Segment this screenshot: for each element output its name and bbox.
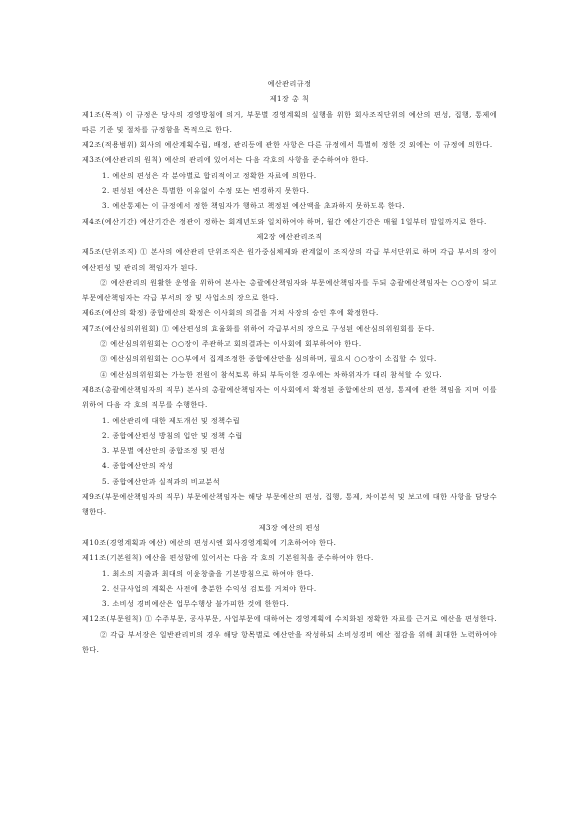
article-subclause: ④ 예산심의위원회는 가능한 전원이 참석토록 하되 부득이한 경우에는 차하위자가 대리 참석할 수 있다. (100, 369, 443, 379)
article-paragraph: 제6조(예산의 확정) 종합예산의 확정은 이사회의 의결을 거쳐 사장의 승인 후에 확정한다. (82, 308, 379, 318)
list-item: 4. 종합예산안의 작성 (102, 461, 174, 471)
chapter-heading: 제3장 예산의 편성 (258, 522, 321, 532)
article-paragraph: 제9조(부문예산책임자의 직무) 부문예산책임자는 해당 부문예산의 편성, 집행, 통제, 차이분석 및 보고에 대한 사항을 담당수행한다. (82, 492, 497, 517)
article-paragraph: 제10조(경영계획과 예산) 예산의 편성시엔 회사경영계획에 기초하여야 한다. (82, 537, 337, 547)
article-paragraph: 제5조(단위조직) ① 본사의 예산관리 단위조직은 원가중심체제와 관계없이 조직상의 각급 부서단위로 하며 각급 부서의 장이 예산편성 및 관리의 책임자가 된다. (82, 247, 497, 272)
article-subclause: ③ 예산심의위원회는 ○○부에서 집계조정한 종합예산안을 심의하며, 필요시 ○○장이 소집할 수 있다. (100, 354, 437, 364)
article-paragraph: 제1조(목적) 이 규정은 당사의 경영방침에 의거, 부문별 경영계획의 실행을 위한 회사조직단위의 예산의 편성, 집행, 통제에 따른 기준 및 절차를 규정함을 목적으로 한다. (82, 109, 497, 134)
list-item: 1. 최소의 지출과 최대의 이윤창출을 기본방침으로 하여야 한다. (102, 568, 314, 578)
article-paragraph: 제12조(부문원칙) ① 수주부문, 공사부문, 사업부문에 대하여는 경영계획에 수치화된 정확한 자료를 근거로 예산을 편성한다. (82, 614, 497, 624)
list-item: 5. 종합예산안과 실적과의 비교분석 (102, 476, 221, 486)
article-paragraph: 제7조(예산심의위원회) ① 예산편성의 효율화를 위하여 각급부서의 장으로 구성된 예산심의위원회를 둔다. (82, 323, 435, 333)
document-title: 예산관리규정 (267, 79, 312, 88)
list-item: 3. 부문별 예산안의 종합조정 및 편성 (102, 446, 226, 456)
list-item: 1. 예산관리에 대한 제도개선 및 정책수립 (102, 415, 241, 425)
document-body (82, 91, 497, 657)
list-item: 2. 종합예산편성 방침의 입안 및 정책 수립 (102, 430, 243, 440)
article-subclause: ② 예산심의위원회는 ○○장이 주관하고 회의결과는 이사회에 회부하여야 한다. (100, 339, 362, 349)
article-paragraph: 제4조(예산기간) 예산기간은 정관이 정하는 회계년도와 일치하여야 하며, 월간 예산기간은 매월 1일부터 말일까지로 한다. (82, 216, 487, 226)
list-item: 1. 예산의 편성은 각 분야별로 합리적이고 정확한 자료에 의한다. (102, 170, 317, 180)
list-item: 3. 소비성 경비예산은 업무수행상 불가피한 것에 한한다. (102, 599, 290, 609)
article-paragraph: 제8조(총괄예산책임자의 직무) 본사의 총괄예산책임자는 이사회에서 확정된 종합예산의 편성, 통제에 관한 책임을 지며 이를 위하여 다음 각 호의 직무를 수행한다. (82, 384, 497, 410)
article-subclause: ② 예산관리의 원활한 운영을 위하여 본사는 총괄예산책임자와 부문예산책임자를 두되 총괄예산책임자는 ○○장이 되고 부문예산책임자는 각급 부서의 장 및 사업소의 장으로 한다. (82, 277, 497, 303)
article-paragraph: 제2조(적용범위) 회사의 예산계획수립, 배정, 관리등에 관한 사항은 다른 규정에서 특별히 정한 것 외에는 이 규정에 의한다. (82, 140, 493, 150)
chapter-heading: 제1장 총 칙 (269, 94, 310, 104)
article-paragraph: 제3조(예산관리의 원칙) 예산의 관리에 있어서는 다음 각호의 사항을 준수하여야 한다. (82, 155, 369, 165)
list-item: 2. 편성된 예산은 특별한 이유없이 수정 또는 변경하지 못한다. (102, 186, 310, 196)
list-item: 3. 예산통제는 이 규정에서 정한 책임자가 행하고 책정된 예산액을 초과하지 못하도록 한다. (102, 201, 406, 211)
list-item: 2. 신규사업의 계획은 사전에 충분한 수익성 검토를 거쳐야 한다. (102, 583, 317, 593)
chapter-heading: 제2장 예산관리조직 (256, 231, 323, 241)
article-paragraph: 제11조(기본원칙) 예산을 편성함에 있어서는 다음 각 호의 기본원칙을 준수하여야 한다. (82, 553, 374, 563)
article-subclause: ② 각급 부서장은 일반관리비의 경우 해당 항목별로 예산안을 작성하되 소비성경비 예산 절감을 위해 최대한 노력하여야 한다. (82, 629, 497, 654)
